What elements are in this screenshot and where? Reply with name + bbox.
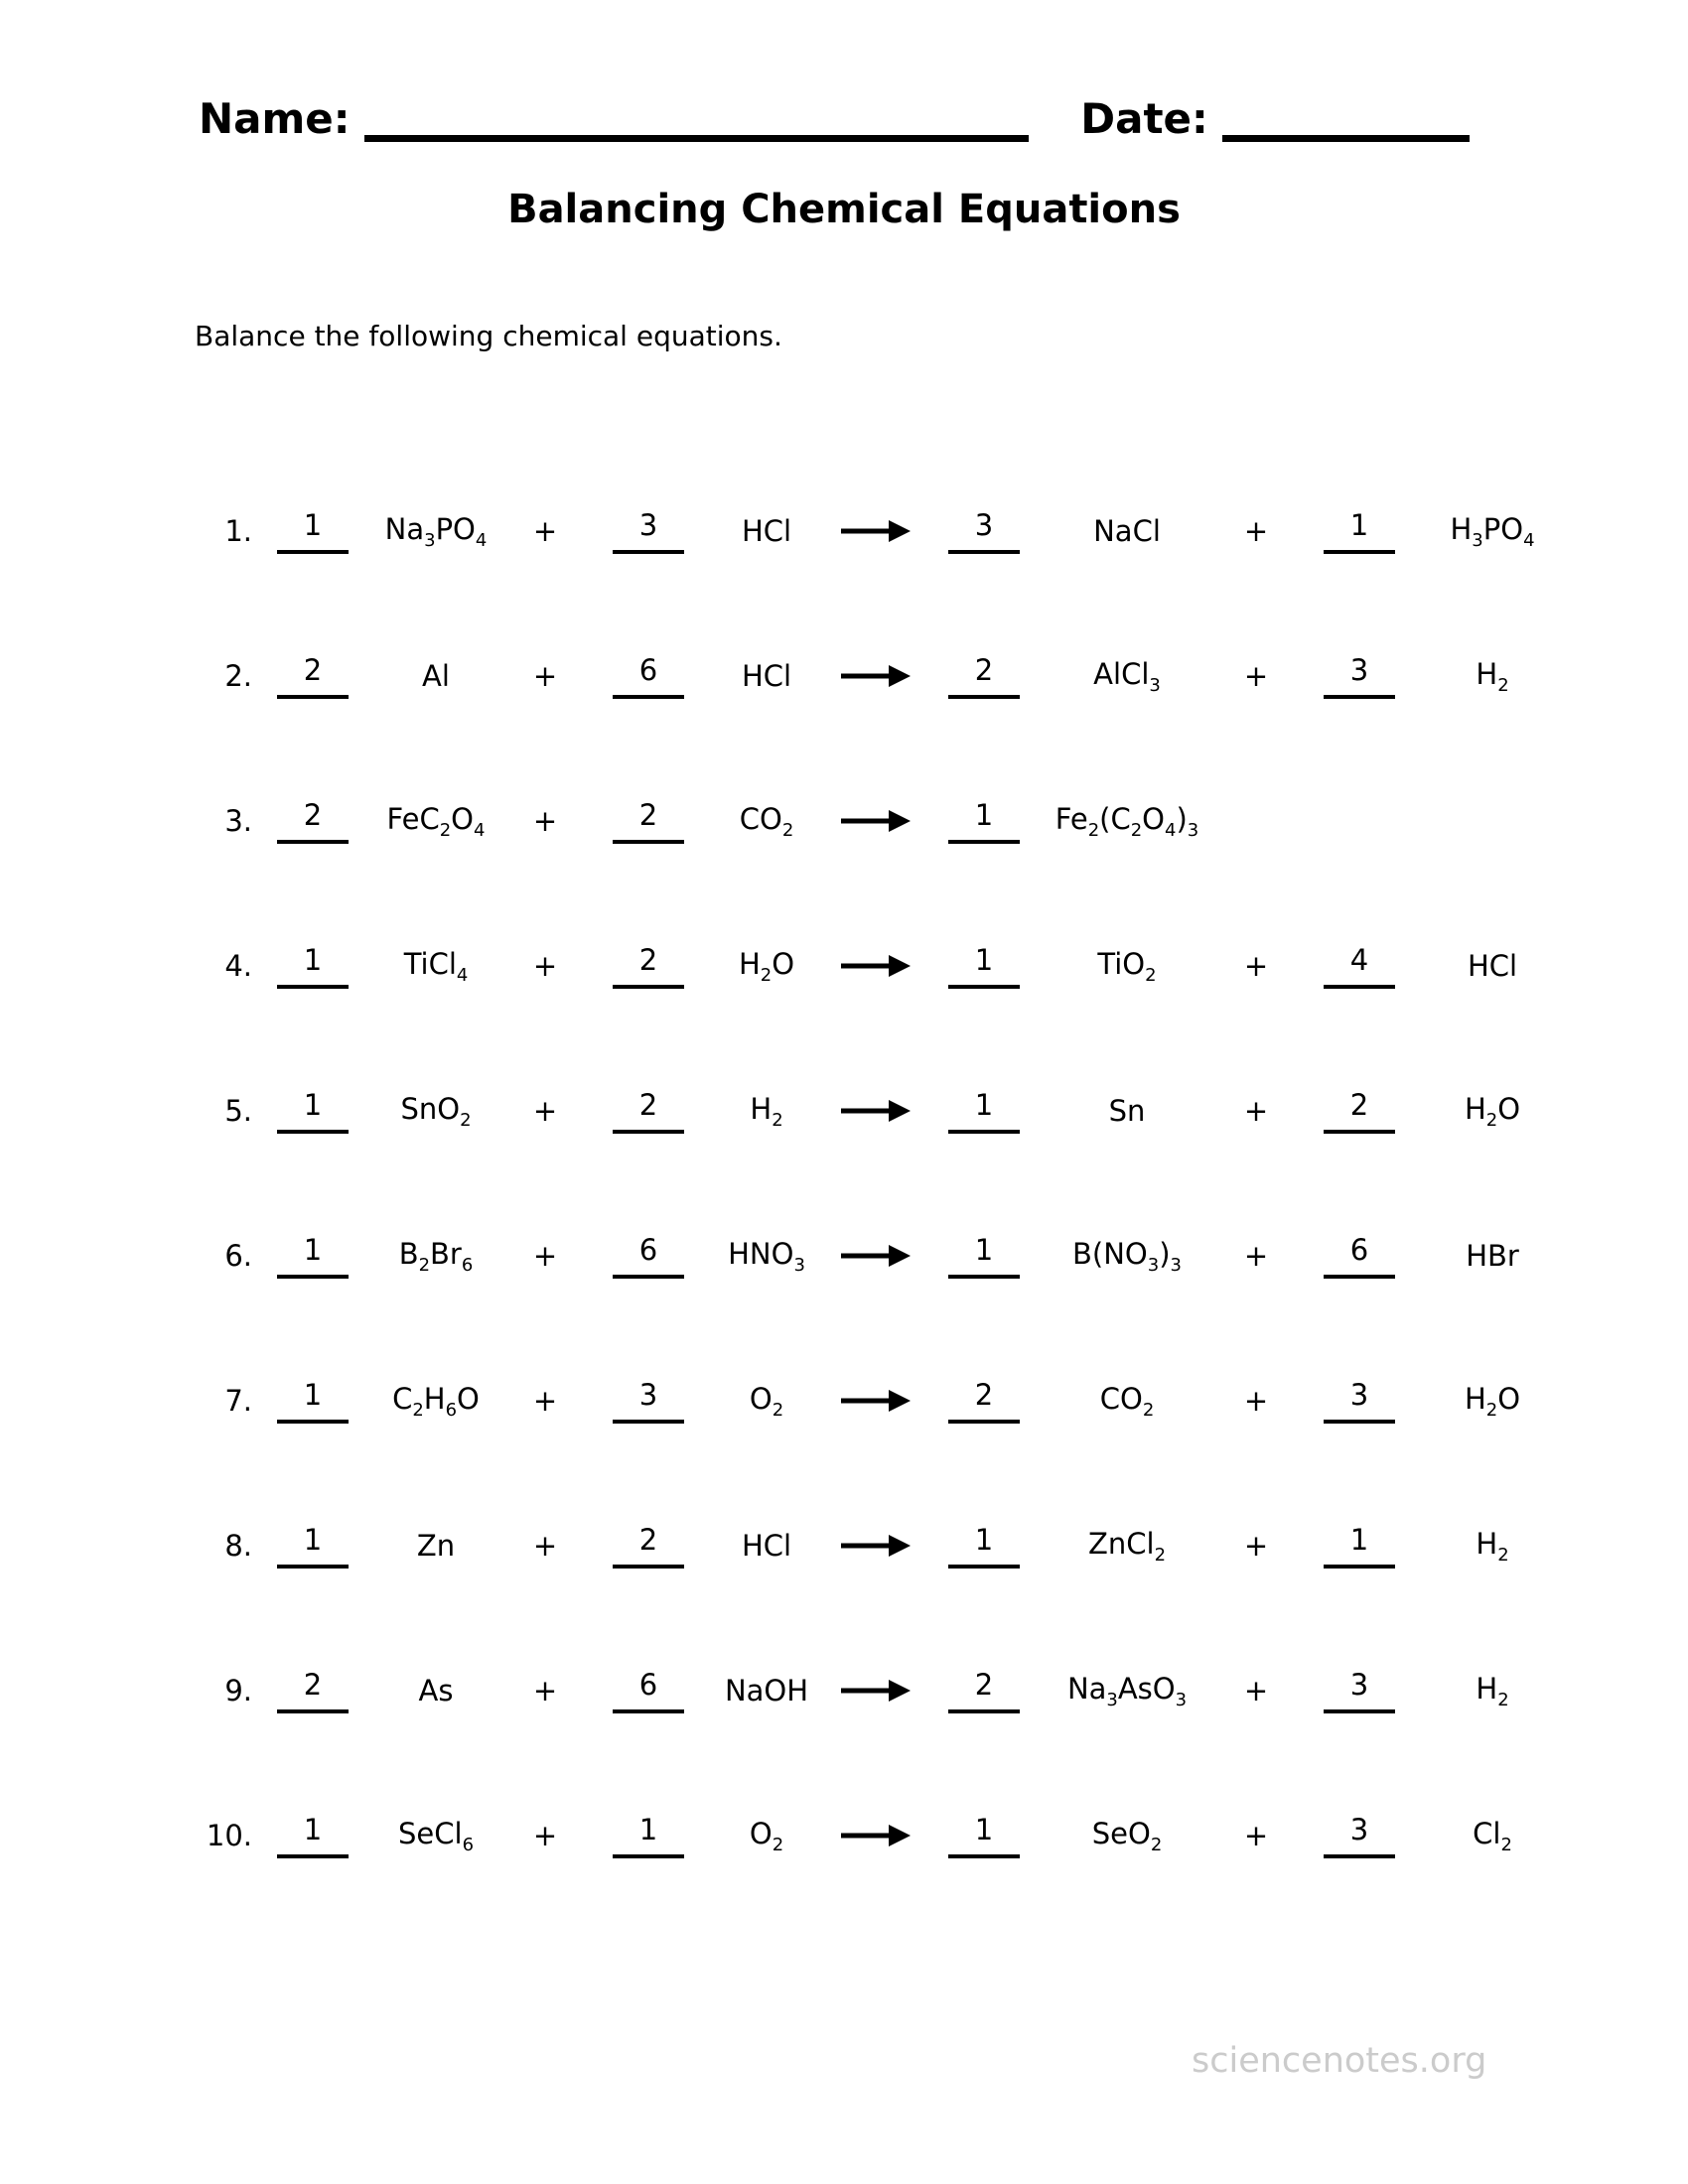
coefficient-blank[interactable] — [1301, 1813, 1418, 1858]
coefficient-blank[interactable] — [590, 1668, 707, 1713]
equation-number: 2. — [224, 659, 252, 693]
chemical-formula: NaCl — [1093, 514, 1161, 548]
coefficient-blank[interactable] — [590, 798, 707, 844]
equation-row — [189, 459, 1567, 604]
chemical-formula: Sn — [1108, 1094, 1146, 1128]
chemical-formula: SeO$_2$ — [1091, 1816, 1163, 1855]
coefficient-blank[interactable] — [254, 943, 371, 989]
chemical-formula: NaOH — [724, 1674, 809, 1707]
coefficient-value: 1 — [277, 1091, 349, 1134]
coefficient-value: 2 — [948, 1381, 1020, 1424]
coefficient-value: 3 — [613, 511, 684, 554]
equation-number: 3. — [224, 804, 252, 838]
coefficient-value: 2 — [277, 656, 349, 699]
plus-sign: + — [1243, 1819, 1269, 1852]
equation-row — [189, 749, 1567, 893]
chemical-formula: $H_3PO_4$ — [1450, 511, 1535, 551]
coefficient-blank[interactable] — [925, 1668, 1043, 1713]
right-arrow-icon — [839, 663, 913, 689]
chemical-formula: TiCl$_4$ — [403, 946, 469, 986]
reaction-arrow — [826, 953, 925, 979]
coefficient-blank[interactable] — [254, 508, 371, 554]
chemical-formula: $B(NO_3)_3$ — [1072, 1236, 1182, 1276]
plus-sign: + — [532, 1239, 558, 1273]
coefficient-value: 1 — [948, 1091, 1020, 1134]
chemical-formula: $FeC_2O_4$ — [386, 801, 486, 841]
coefficient-value: 6 — [613, 1671, 684, 1713]
equation-row — [189, 1038, 1567, 1183]
name-label: Name: — [199, 93, 351, 143]
chemical-formula: $CO_2$ — [739, 801, 794, 841]
reaction-arrow — [826, 1533, 925, 1559]
chemical-formula: $H_2O$ — [1464, 1381, 1521, 1421]
coefficient-blank[interactable] — [1301, 1088, 1418, 1134]
right-arrow-icon — [839, 1098, 913, 1124]
chemical-formula: Al — [422, 659, 450, 693]
chemical-formula: AlCl$_3$ — [1093, 656, 1161, 696]
plus-sign: + — [1243, 949, 1269, 983]
plus-sign: + — [1243, 1384, 1269, 1418]
right-arrow-icon — [839, 1243, 913, 1269]
reaction-arrow — [826, 1678, 925, 1704]
coefficient-blank[interactable] — [590, 1378, 707, 1424]
right-arrow-icon — [839, 808, 913, 834]
coefficient-blank[interactable] — [590, 508, 707, 554]
coefficient-blank[interactable] — [1301, 508, 1418, 554]
coefficient-blank[interactable] — [254, 1668, 371, 1713]
coefficient-value: 1 — [948, 1816, 1020, 1858]
plus-sign: + — [532, 1819, 558, 1852]
coefficient-blank[interactable] — [1301, 943, 1418, 989]
coefficient-blank[interactable] — [590, 1233, 707, 1279]
coefficient-blank[interactable] — [590, 1523, 707, 1569]
coefficient-value: 3 — [613, 1381, 684, 1424]
right-arrow-icon — [839, 953, 913, 979]
coefficient-value: 1 — [1324, 511, 1395, 554]
chemical-formula: $H_2$ — [750, 1091, 783, 1131]
coefficient-value: 1 — [948, 1526, 1020, 1569]
coefficient-blank[interactable] — [925, 1233, 1043, 1279]
equation-number: 10. — [206, 1819, 252, 1852]
plus-sign: + — [1243, 1239, 1269, 1273]
coefficient-blank[interactable] — [254, 1233, 371, 1279]
plus-sign: + — [532, 1529, 558, 1563]
chemical-formula: TiO$_2$ — [1097, 946, 1157, 986]
coefficient-value: 6 — [613, 1236, 684, 1279]
equation-number: 7. — [224, 1384, 252, 1418]
equation-number: 4. — [224, 949, 252, 983]
coefficient-value: 2 — [613, 801, 684, 844]
chemical-formula: $Na_3AsO_3$ — [1066, 1671, 1188, 1710]
plus-sign: + — [532, 804, 558, 838]
coefficient-blank[interactable] — [254, 798, 371, 844]
equation-row — [189, 1763, 1567, 1908]
chemical-formula: HCl — [741, 514, 792, 548]
right-arrow-icon — [839, 1678, 913, 1704]
chemical-formula: $H_2O$ — [1464, 1091, 1521, 1131]
coefficient-blank[interactable] — [925, 1523, 1043, 1569]
equation-number: 8. — [224, 1529, 252, 1563]
chemical-formula: $Na_3PO_4$ — [384, 511, 488, 551]
reaction-arrow — [826, 518, 925, 544]
chemical-formula: $HNO_3$ — [728, 1236, 805, 1276]
reaction-arrow — [826, 1823, 925, 1848]
coefficient-blank[interactable] — [254, 1378, 371, 1424]
coefficient-value: 1 — [277, 1526, 349, 1569]
coefficient-blank[interactable] — [590, 653, 707, 699]
coefficient-value: 2 — [948, 656, 1020, 699]
coefficient-blank[interactable] — [1301, 796, 1418, 846]
chemical-formula: $H_2$ — [1476, 656, 1509, 696]
plus-sign: + — [1243, 1674, 1269, 1707]
coefficient-blank[interactable] — [925, 1088, 1043, 1134]
chemical-formula: HBr — [1466, 1239, 1519, 1273]
coefficient-value: 1 — [277, 1816, 349, 1858]
coefficient-blank[interactable] — [1301, 1378, 1418, 1424]
plus-sign: + — [532, 1674, 558, 1707]
coefficient-blank[interactable] — [925, 1813, 1043, 1858]
chemical-formula: Zn — [416, 1529, 456, 1563]
right-arrow-icon — [839, 1388, 913, 1414]
chemical-formula: HCl — [741, 659, 792, 693]
reaction-arrow — [826, 663, 925, 689]
chemical-formula: $CO_2$ — [1099, 1381, 1155, 1421]
chemical-formula: $O_2$ — [749, 1381, 784, 1421]
coefficient-value: 1 — [277, 1381, 349, 1424]
chemical-formula: ZnCl$_2$ — [1088, 1526, 1166, 1566]
equation-row — [189, 604, 1567, 749]
right-arrow-icon — [839, 1533, 913, 1559]
chemical-formula: $B_2Br_6$ — [398, 1236, 474, 1276]
coefficient-blank[interactable] — [925, 1378, 1043, 1424]
coefficient-value: 2 — [277, 1671, 349, 1713]
coefficient-value: 2 — [613, 1526, 684, 1569]
equation-row — [189, 1183, 1567, 1328]
chemical-formula: SeCl$_6$ — [398, 1816, 474, 1855]
reaction-arrow — [826, 808, 925, 834]
chemical-formula: $O_2$ — [749, 1816, 784, 1855]
equation-row — [189, 1618, 1567, 1763]
coefficient-value: 6 — [613, 656, 684, 699]
right-arrow-icon — [839, 518, 913, 544]
page-title: Balancing Chemical Equations — [507, 187, 1181, 232]
coefficient-value: 3 — [1324, 1671, 1395, 1713]
right-arrow-icon — [839, 1823, 913, 1848]
chemical-formula: $C_2H_6O$ — [392, 1381, 480, 1421]
chemical-formula: $H_2$ — [1476, 1671, 1509, 1710]
instruction-text: Balance the following chemical equations. — [195, 320, 782, 352]
coefficient-value: 1 — [277, 511, 349, 554]
plus-sign: + — [1243, 659, 1269, 693]
coefficient-value: 1 — [948, 946, 1020, 989]
coefficient-blank[interactable] — [254, 1813, 371, 1858]
plus-sign: + — [1243, 514, 1269, 548]
date-input-line[interactable] — [1222, 91, 1470, 142]
coefficient-value: 2 — [1324, 1091, 1395, 1134]
reaction-arrow — [826, 1388, 925, 1414]
equation-row — [189, 1473, 1567, 1618]
coefficient-blank[interactable] — [925, 798, 1043, 844]
coefficient-blank[interactable] — [1301, 653, 1418, 699]
date-label: Date: — [1080, 93, 1208, 143]
equation-list — [189, 459, 1567, 1908]
plus-sign: + — [1243, 1529, 1269, 1563]
header — [199, 91, 1470, 142]
reaction-arrow — [826, 1243, 925, 1269]
coefficient-value: 3 — [948, 511, 1020, 554]
equation-number: 6. — [224, 1239, 252, 1273]
coefficient-blank[interactable] — [590, 1813, 707, 1858]
coefficient-blank[interactable] — [254, 1088, 371, 1134]
reaction-arrow — [826, 1098, 925, 1124]
coefficient-value: 1 — [948, 801, 1020, 844]
chemical-formula: $Fe_2(C_2O_4)_3$ — [1055, 801, 1199, 841]
plus-sign: + — [532, 514, 558, 548]
coefficient-value: 2 — [277, 801, 349, 844]
plus-sign: + — [1243, 1094, 1269, 1128]
coefficient-blank[interactable] — [925, 508, 1043, 554]
coefficient-value: 3 — [1324, 1381, 1395, 1424]
equation-number: 5. — [224, 1094, 252, 1128]
chemical-formula: SnO$_2$ — [400, 1091, 472, 1131]
chemical-formula: $H_2O$ — [738, 946, 795, 986]
coefficient-value: 4 — [1324, 946, 1395, 989]
plus-sign: + — [532, 1094, 558, 1128]
coefficient-value: 3 — [1324, 656, 1395, 699]
plus-sign: + — [532, 949, 558, 983]
coefficient-blank[interactable] — [1301, 1523, 1418, 1569]
coefficient-value: 1 — [613, 1816, 684, 1858]
plus-sign: + — [532, 659, 558, 693]
chemical-formula: HCl — [741, 1529, 792, 1563]
coefficient-blank[interactable] — [1301, 1668, 1418, 1713]
equation-row — [189, 893, 1567, 1038]
coefficient-value: 1 — [277, 946, 349, 989]
coefficient-value: 3 — [1324, 1816, 1395, 1858]
coefficient-value: 2 — [613, 1091, 684, 1134]
chemical-formula: $Cl_2$ — [1473, 1816, 1512, 1855]
coefficient-value: 6 — [1324, 1236, 1395, 1279]
plus-sign: + — [532, 1384, 558, 1418]
coefficient-blank[interactable] — [590, 1088, 707, 1134]
chemical-formula: $H_2$ — [1476, 1526, 1509, 1566]
coefficient-value: 1 — [277, 1236, 349, 1279]
chemical-formula: HCl — [1467, 949, 1518, 983]
equation-number: 1. — [224, 514, 252, 548]
coefficient-value: 2 — [948, 1671, 1020, 1713]
equation-number: 9. — [224, 1674, 252, 1707]
coefficient-value: 2 — [613, 946, 684, 989]
coefficient-blank[interactable] — [925, 943, 1043, 989]
coefficient-value: 1 — [948, 1236, 1020, 1279]
watermark: sciencenotes.org — [1192, 2041, 1487, 2081]
coefficient-value: 1 — [1324, 1526, 1395, 1569]
coefficient-blank[interactable] — [254, 653, 371, 699]
chemical-formula: As — [418, 1674, 454, 1707]
equation-row — [189, 1328, 1567, 1473]
name-input-line[interactable] — [364, 91, 1030, 142]
coefficient-blank[interactable] — [590, 943, 707, 989]
coefficient-blank[interactable] — [925, 653, 1043, 699]
coefficient-blank[interactable] — [254, 1523, 371, 1569]
coefficient-blank[interactable] — [1301, 1233, 1418, 1279]
